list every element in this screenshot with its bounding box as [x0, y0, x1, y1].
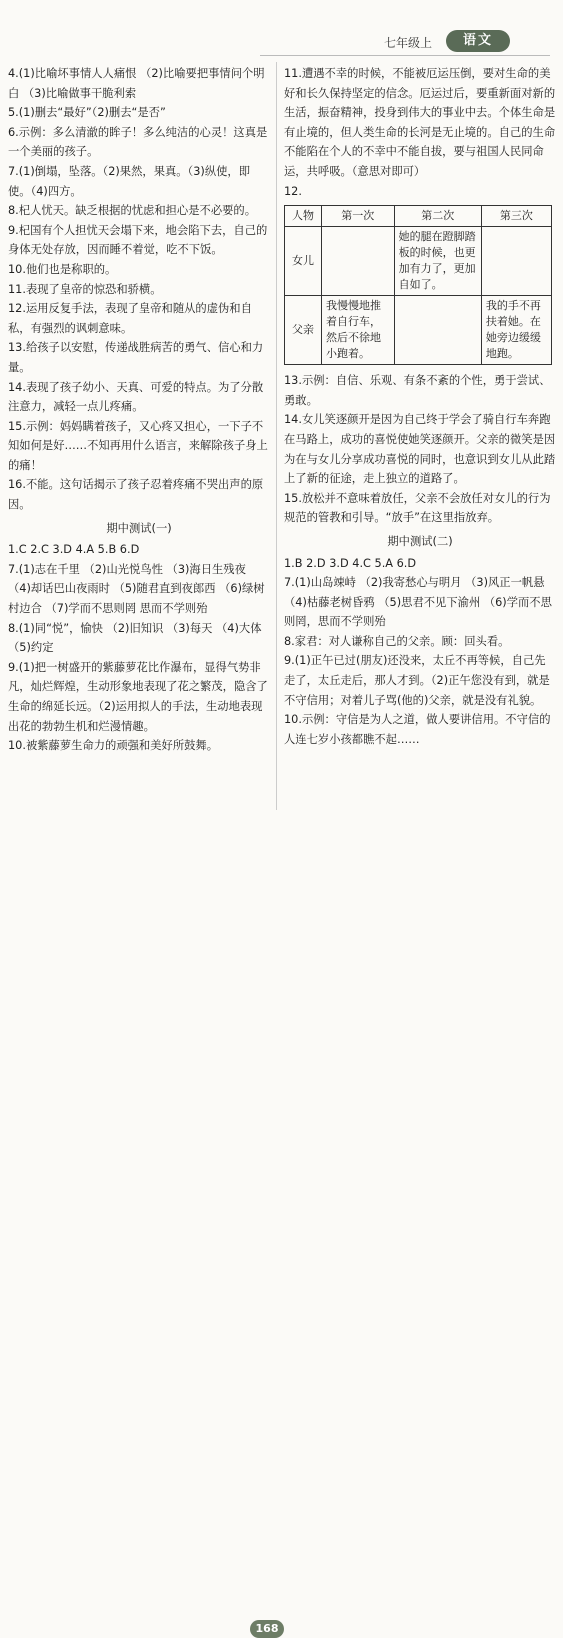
answer-item: 8.杞人忧天。缺乏根据的忧虑和担心是不必要的。 — [8, 204, 257, 218]
table-row — [285, 227, 552, 296]
subject-badge: 语文 — [446, 30, 510, 52]
right-column — [284, 64, 556, 749]
answer-item: 9.(1)把一树盛开的紫藤萝花比作瀑布，显得气势非凡，灿烂辉煌，生动形象地表现了花之繁茂，隐含了生命的绵延长远。（2)运用拟人的手法，生动地表现出花的勃勃生机和烂漫情趣。 — [8, 660, 268, 733]
section-title: 期中测试(二) — [387, 534, 453, 548]
answer-item: 6.示例：多么清澈的眸子！多么纯洁的心灵！这真是一个美丽的孩子。 — [8, 125, 268, 159]
answer-item: 16.不能。这句话揭示了孩子忍着疼痛不哭出声的原因。 — [8, 478, 264, 512]
answer-item: 12. — [284, 184, 302, 198]
answer-item: 1.C 2.C 3.D 4.A 5.B 6.D — [8, 543, 140, 557]
table-header-cell: 第一次 — [322, 206, 395, 227]
table-cell — [322, 227, 395, 296]
answer-item: 13.给孩子以安慰，传递战胜病苦的勇气、信心和力量。 — [8, 341, 264, 374]
column-divider — [276, 62, 277, 810]
answer-item: 9.(1)正午已过(朋友)还没来，太丘不再等候，自己先走了，太丘走后，那人才到。（2)正午您没有到，就是不守信用；对着儿子骂(他的)父亲，就是没有礼貌。 — [284, 654, 550, 707]
answer-item: 7.(1)倒塌，坠落。（2)果然，果真。（3)纵使，即使。（4)四方。 — [8, 164, 251, 198]
answer-item: 9.杞国有个人担忧天会塌下来，地会陷下去，自己的身体无处存放，因而睡不着觉，吃不下饭。 — [8, 223, 268, 257]
section-title: 期中测试(一) — [106, 521, 172, 535]
grade-label: 七年级上 — [384, 36, 433, 50]
answer-item: 7.(1)志在千里 （2)山光悦鸟性 （3)海日生残夜 （4)却话巴山夜雨时 （5)随君直到夜郎西 （6)绿树村边合 （7)学而不思则罔 思而不学则殆 — [8, 562, 265, 616]
answer-item: 10.被紫藤萝生命力的顽强和美好所鼓舞。 — [8, 739, 219, 753]
answer-item: 8.家君：对人谦称自己的父亲。顾：回头看。 — [284, 634, 510, 648]
answer-item: 7.(1)山岛竦峙 （2)我寄愁心与明月 （3)风正一帆悬 （4)枯藤老树昏鸦 （5)思君不见下渝州 （6)学而不思则罔，思而不学则殆 — [284, 576, 552, 629]
table-cell — [394, 296, 481, 365]
table-cell: 我慢慢地推着自行车，然后不徐地小跑着。 — [322, 296, 395, 365]
answer-item: 15.放松并不意味着放任，父亲不会放任对女儿的行为规范的管教和引导。“放手”在这里指放弃。 — [284, 491, 551, 525]
answer-item: 14.表现了孩子幼小、天真、可爱的特点。为了分散注意力，减轻一点儿疼痛。 — [8, 380, 264, 414]
table-cell: 父亲 — [285, 296, 322, 365]
table-cell: 女儿 — [285, 227, 322, 296]
answer-item: 15.示例：妈妈瞒着孩子，又心疼又担心，一下子不知如何是好……不知再用什么语言，来解除孩子身上的痛！ — [8, 419, 268, 472]
answer-item: 13.示例：自信、乐观、有条不紊的个性，勇于尝试、勇敢。 — [284, 374, 551, 407]
answer-item: 11.表现了皇帝的惊恐和骄横。 — [8, 282, 162, 296]
answer-item: 11.遭遇不幸的时候，不能被厄运压倒，要对生命的美好和长久保持坚定的信念。厄运过后，要重新面对新的生活，振奋精神，投身到伟大的事业中去。个体生命是有止境的，但人类生命的长河是无止境的。自己的生命不能陷在个人的不幸中不能自拔，要与祖国人民同命运，共呼吸。（意思对即可） — [284, 67, 556, 178]
answer-item: 10.示例：守信是为人之道，做人要讲信用。不守信的人连七岁小孩都瞧不起…… — [284, 713, 551, 746]
table-header-cell: 第三次 — [481, 206, 551, 227]
answer-item: 10.他们也是称职的。 — [8, 262, 117, 276]
table-header-cell: 第二次 — [394, 206, 481, 227]
page-number: 168 — [250, 1620, 284, 1638]
answer-table — [284, 205, 552, 365]
page-header — [0, 0, 563, 58]
left-column — [8, 64, 270, 756]
table-cell — [481, 227, 551, 296]
header-rule — [260, 55, 550, 56]
answer-item: 8.(1)同“悦”，愉快 （2)旧知识 （3)每天 （4)大体 （5)约定 — [8, 621, 262, 655]
answer-item: 14.女儿笑逐颜开是因为自己终于学会了骑自行车奔跑在马路上，成功的喜悦使她笑逐颜开。父亲的微笑是因为在与女儿分享成功喜悦的同时，也意识到女儿从此踏上了新的征途，走上独立的道路了。 — [284, 413, 556, 486]
answer-item: 1.B 2.D 3.D 4.C 5.A 6.D — [284, 556, 417, 570]
table-row — [285, 296, 552, 365]
table-cell: 我的手不再扶着她。在她旁边缓缓地跑。 — [481, 296, 551, 365]
answer-item: 5.(1)删去“最好”（2)删去“是否” — [8, 106, 166, 120]
table-header-cell: 人物 — [285, 206, 322, 227]
answer-item: 12.运用反复手法，表现了皇帝和随从的虚伪和自私，有强烈的讽刺意味。 — [8, 302, 252, 335]
answer-item: 4.(1)比喻坏事情人人痛恨 （2)比喻要把事情问个明白 （3)比喻做事干脆利索 — [8, 67, 265, 100]
page-footer — [0, 808, 563, 1635]
table-header-row — [285, 206, 552, 227]
table-cell: 她的腿在蹬脚踏板的时候，也更加有力了，更加自如了。 — [394, 227, 481, 296]
